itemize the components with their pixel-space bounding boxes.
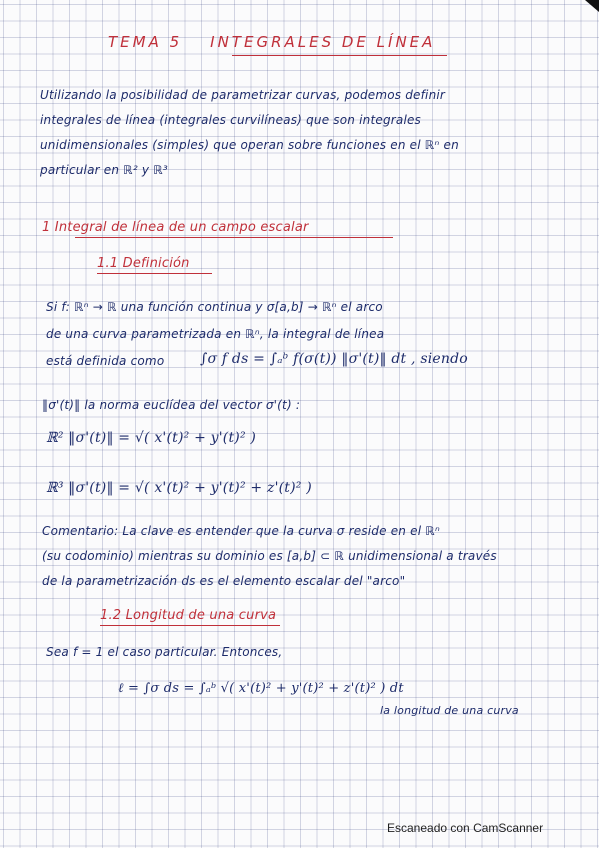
section-1-1-underline — [97, 273, 212, 274]
length-formula-caption: la longitud de una curva — [380, 704, 519, 717]
title-name: INTEGRALES DE LÍNEA — [210, 33, 436, 51]
line-integral-formula: ∫σ f ds = ∫ₐᵇ f(σ(t)) ‖σ'(t)‖ dt , siendo — [200, 351, 468, 367]
definition-line-2: de una curva parametrizada en ℝⁿ, la integral de línea — [46, 327, 385, 341]
comment-line-3: de la parametrización ds es el elemento escalar del "arco" — [42, 574, 406, 588]
norm-definition-line: ‖σ'(t)‖ la norma euclídea del vector σ'(t) : — [42, 398, 301, 412]
norm-r2-formula: ℝ² ‖σ'(t)‖ = √( x'(t)² + y'(t)² ) — [46, 430, 257, 446]
comment-line-2: (su codominio) mientras su dominio es [a,b] ⊂ ℝ unidimensional a través — [42, 549, 497, 563]
scanner-footer: Escaneado con CamScanner — [387, 821, 544, 835]
section-1-heading: 1 Integral de línea de un campo escalar — [42, 220, 309, 235]
comment-line-1: Comentario: La clave es entender que la curva σ reside en el ℝⁿ — [42, 524, 440, 538]
section-1-1-heading: 1.1 Definición — [97, 256, 190, 271]
norm-r3-formula: ℝ³ ‖σ'(t)‖ = √( x'(t)² + y'(t)² + z'(t)² ) — [46, 480, 312, 496]
intro-line-2: integrales de línea (integrales curvilíneas) que son integrales — [40, 113, 422, 127]
title-underline — [232, 55, 447, 56]
intro-line-3: unidimensionales (simples) que operan sobre funciones en el ℝⁿ en — [40, 138, 459, 152]
length-formula: ℓ = ∫σ ds = ∫ₐᵇ √( x'(t)² + y'(t)² + z'(t)² ) dt — [118, 681, 404, 696]
title-tema: TEMA 5 — [108, 33, 183, 51]
length-intro-line: Sea f = 1 el caso particular. Entonces, — [46, 645, 283, 659]
section-1-2-heading: 1.2 Longitud de una curva — [100, 608, 277, 623]
page-title — [108, 33, 435, 51]
page-corner-mark — [583, 0, 599, 14]
section-1-underline — [75, 237, 393, 238]
definition-line-1: Si f: ℝⁿ → ℝ una función continua y σ[a,b] → ℝⁿ el arco — [46, 300, 383, 314]
section-1-2-underline — [100, 625, 280, 626]
intro-line-1: Utilizando la posibilidad de parametrizar curvas, podemos definir — [40, 88, 446, 102]
definition-line-3: está definida como — [46, 354, 165, 368]
intro-line-4: particular en ℝ² y ℝ³ — [40, 163, 168, 177]
